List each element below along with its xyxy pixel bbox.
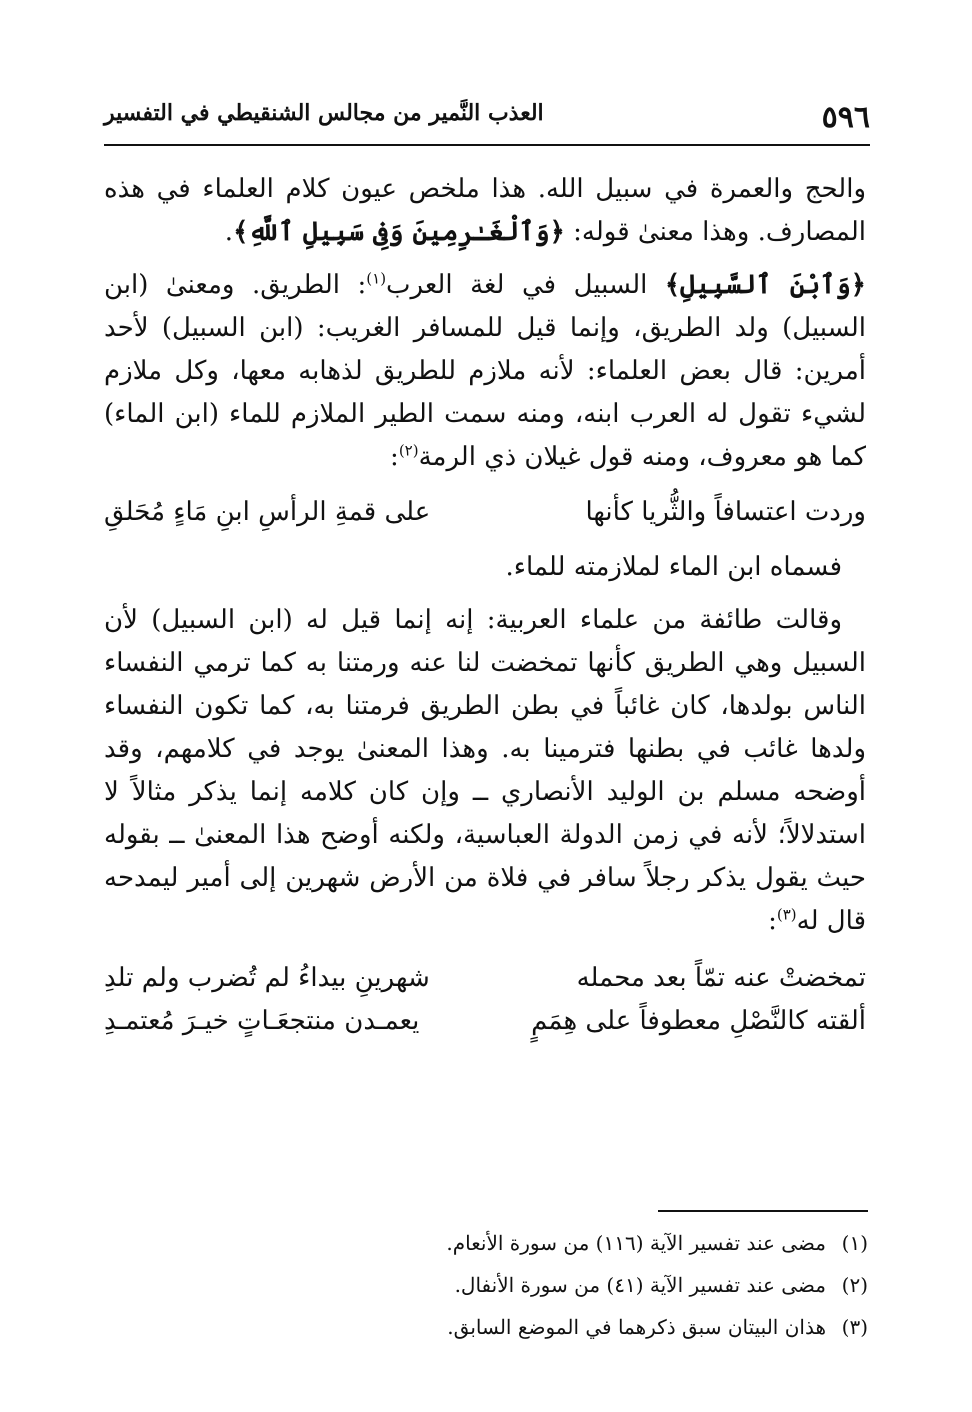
footnote-text: هذان البيتان سبق ذكرهما في الموضع السابق. xyxy=(447,1315,826,1339)
verse-2-second-hemistich: شهرينِ بيداءُ لم تُضرب ولم تلدِ xyxy=(104,963,430,993)
verse-1-second-hemistich: على قمةِ الرأسِ ابنِ مَاءٍ مُحَلقِ xyxy=(104,497,431,527)
paragraph-4-text-1: وقالت طائفة من علماء العربية: إنه إنما قيل له (ابن السبيل) لأن السبيل وهي الطريق كأنها تمخضت لنا عنه ورمتنا به كما ترمي النفساء الناس بولدها، كان غائباً في بطن الطريق فرمتنا به، كما تكون النفساء ولدها غائب في بطنها فترمينا به. وهذا المعنىٰ يوجد في كلامهم، وقد أوضحه مسلم بن الوليد الأنصاري ــ وإن كان كلامه إنما يذكر مثالاً لا استدلالاً؛ لأنه في زمن الدولة العباسية، ولكنه أوضح هذا المعنىٰ ــ بقوله حيث يقول يذكر رجلاً سافر في فلاة من الأرض شهرين إلى أمير ليمدحه قال له xyxy=(104,605,866,936)
footnote-number: (١) xyxy=(841,1231,868,1255)
footnote-ref-3: (٣) xyxy=(776,905,797,924)
quran-quote: ﴿وَٱلْغَـٰرِمِينَ وَفِى سَبِيلِ ٱللَّهِ﴾ xyxy=(233,217,565,247)
footnotes xyxy=(128,1222,868,1348)
paragraph-4-text-2: : xyxy=(768,906,777,936)
paragraph-1-end: . xyxy=(224,217,234,247)
running-title: العذب النَّمير من مجالس الشنقيطي في التفسير xyxy=(104,100,544,126)
paragraph-1-text: والحج والعمرة في سبيل الله. هذا ملخص عيون كلام العلماء في هذه المصارف. وهذا معنىٰ قوله: xyxy=(104,174,866,247)
verse-2-first-hemistich: تمخضتْ عنه تمّاً بعد محمله xyxy=(576,963,866,993)
poem-verse-2 xyxy=(104,957,866,1000)
paragraph-2-text-1: السبيل في لغة العرب xyxy=(386,270,665,300)
poem-verse-1 xyxy=(104,491,866,534)
quran-quote: ﴿وَٱبْنَ ٱلسَّبِيلِ﴾ xyxy=(664,270,866,300)
footnote-ref-1: (١) xyxy=(366,269,387,288)
paragraph-2-text-2: : الطريق. ومعنىٰ (ابن السبيل) ولد الطريق، وإنما قيل للمسافر الغريب: (ابن السبيل) لأحد أمرين: قال بعض العلماء: لأنه ملازم للطريق لذهابه معها، وكل ملازم لشيء تقول له العرب ابنه، ومنه سمت الطير الملازم للماء (ابن الماء) كما هو معروف، ومنه قول غيلان ذي الرمة xyxy=(104,270,866,472)
page-number: ٥٩٦ xyxy=(821,100,870,135)
footnote-2 xyxy=(128,1264,868,1306)
paragraph-3: فسماه ابن الماء لملازمته للماء. xyxy=(505,552,842,582)
paragraph-4 xyxy=(104,599,866,943)
poem-verse-3 xyxy=(104,1000,866,1043)
poem-block xyxy=(104,957,866,1043)
paragraph-2-text-3: : xyxy=(390,442,399,472)
footnote-1 xyxy=(128,1222,868,1264)
footnote-number: (٣) xyxy=(841,1315,868,1339)
footnote-text: مضى عند تفسير الآية (٤١) من سورة الأنفال. xyxy=(454,1273,826,1297)
footnote-ref-2: (٢) xyxy=(398,441,419,460)
verse-3-first-hemistich: ألقته كالنَّصْلِ معطوفاً على هِمَمٍ xyxy=(531,1006,866,1036)
paragraph-1 xyxy=(104,168,866,254)
footnote-number: (٢) xyxy=(841,1273,868,1297)
footnote-divider xyxy=(658,1210,868,1212)
verse-1-first-hemistich: وردت اعتسافاً والثُّريا كأنها xyxy=(585,497,866,527)
main-text xyxy=(104,168,866,1047)
verse-3-second-hemistich: يعمـدن منتجعَـاتٍ خيـرَ مُعتمـدِ xyxy=(104,1006,420,1036)
page-header xyxy=(104,96,870,146)
footnote-3 xyxy=(128,1306,868,1348)
footnote-text: مضى عند تفسير الآية (١١٦) من سورة الأنعام. xyxy=(446,1231,826,1255)
paragraph-2 xyxy=(104,264,866,479)
